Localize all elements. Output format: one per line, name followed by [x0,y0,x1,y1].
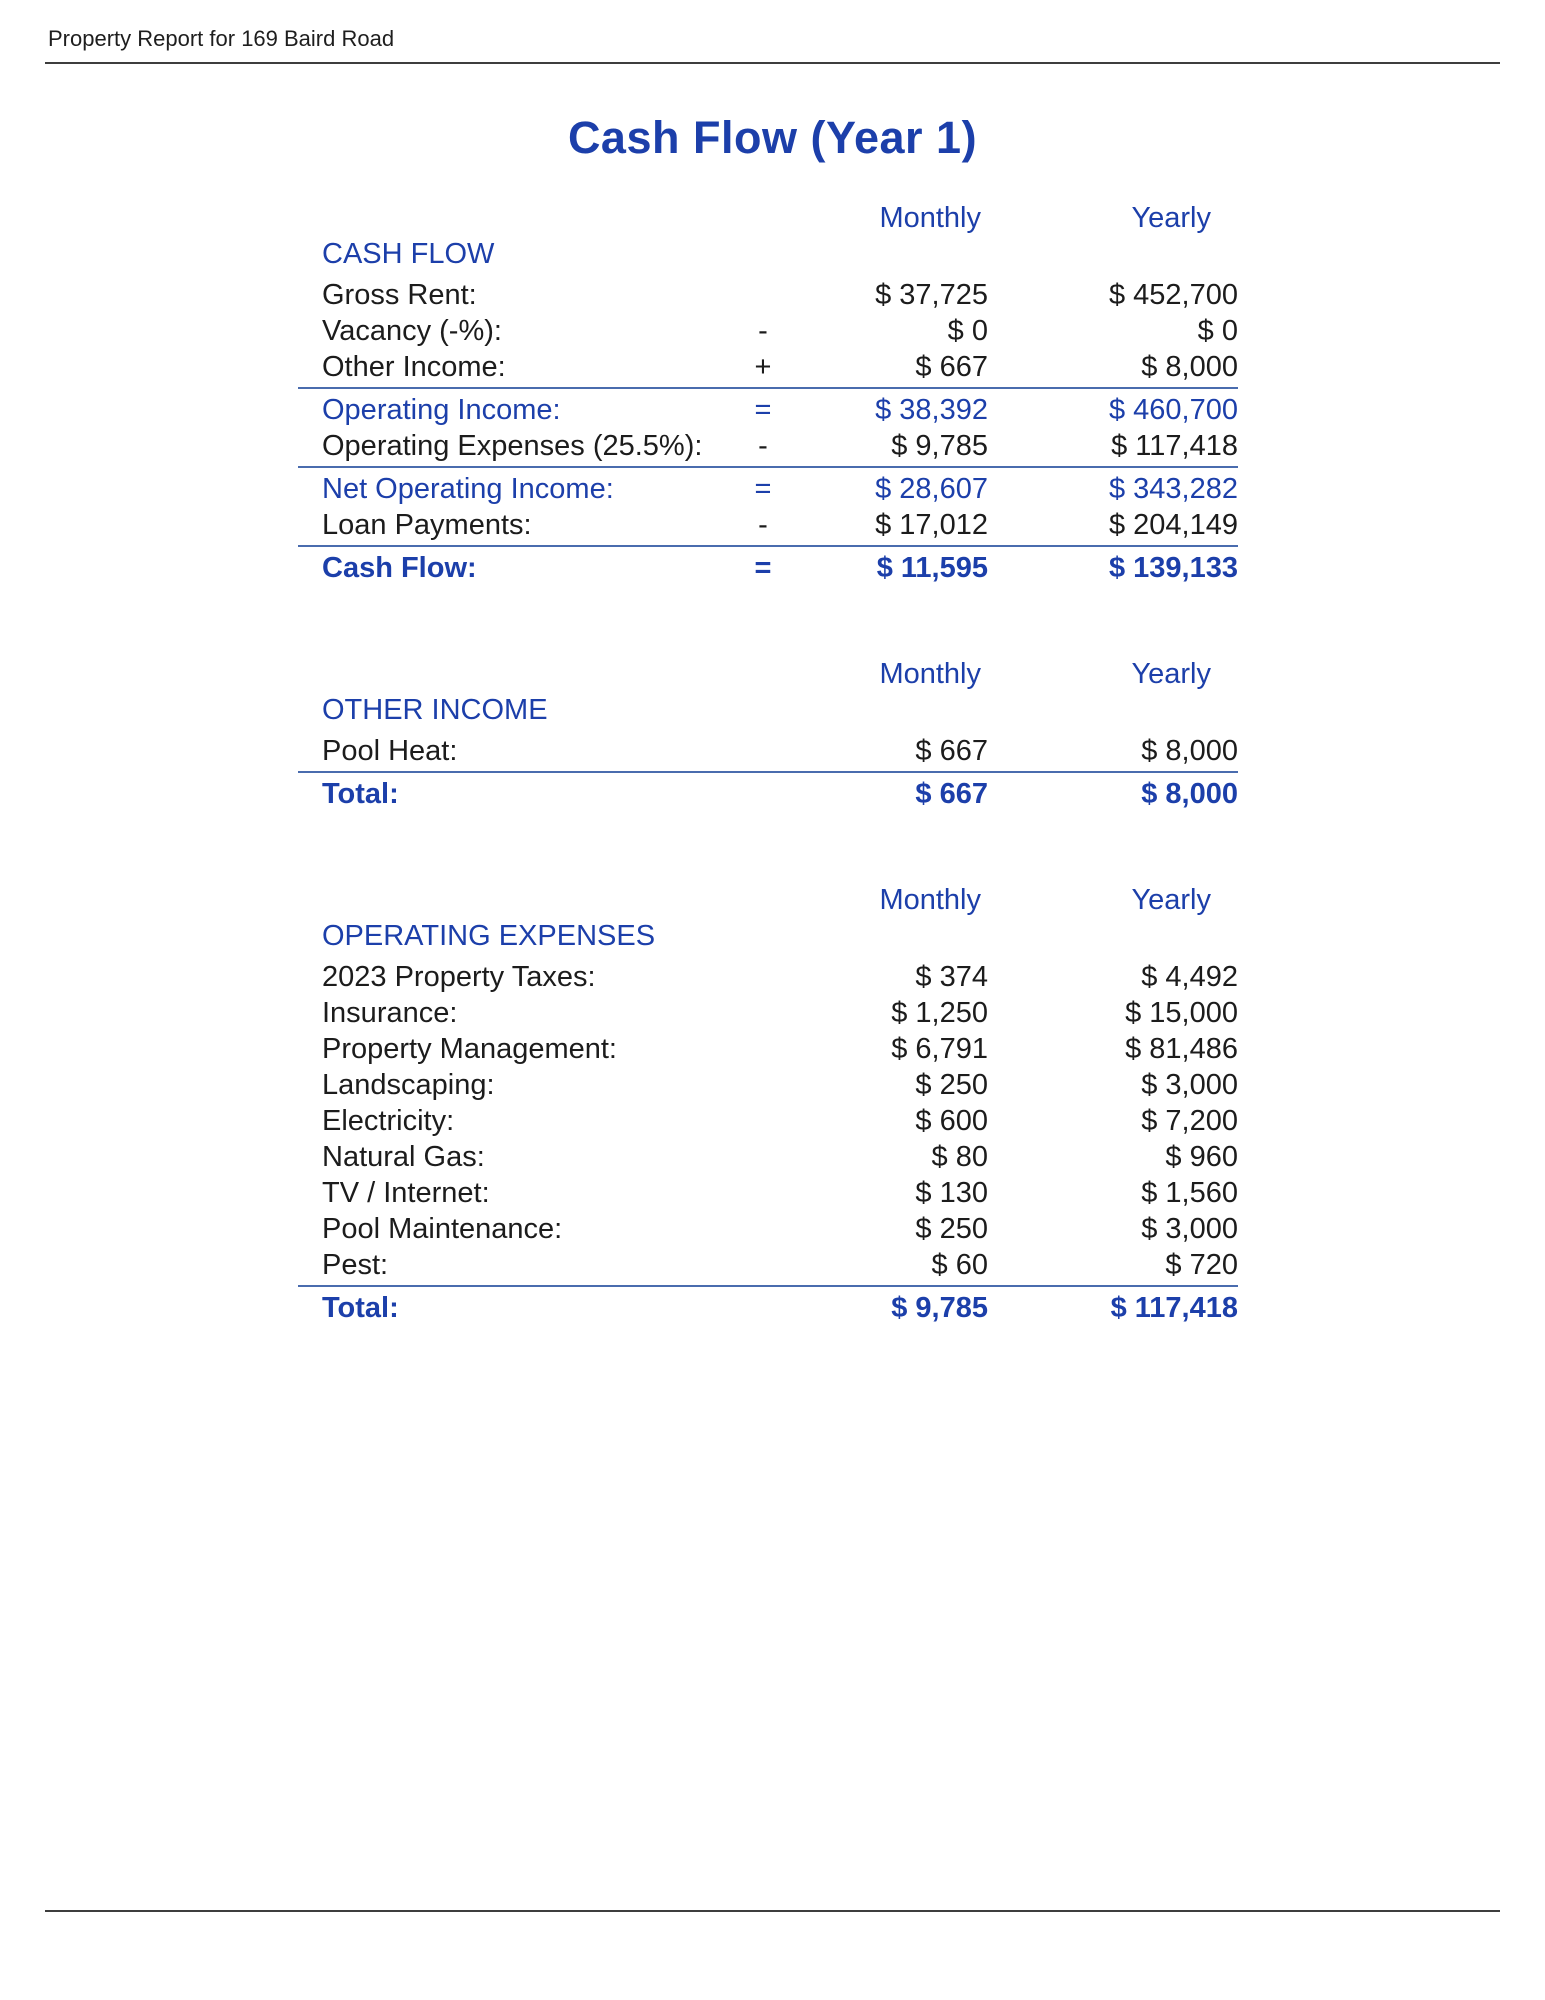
column-header-row [298,656,1238,692]
row-operator: = [754,394,772,426]
row-monthly-value: $ 9,785 [891,1292,988,1324]
row-yearly-value: $ 960 [1165,1141,1238,1173]
row-label: Natural Gas: [322,1141,485,1173]
row-monthly-value: $ 250 [915,1213,988,1245]
row-monthly-value: $ 667 [915,351,988,383]
row-monthly-value: $ 0 [947,315,988,347]
row-operator: + [754,351,772,383]
page-title: Cash Flow (Year 1) [567,112,978,163]
row-yearly-value: $ 1,560 [1141,1177,1238,1209]
row-monthly-value: $ 130 [915,1177,988,1209]
document-header: Property Report for 169 Baird Road [48,26,395,51]
row-label: 2023 Property Taxes: [322,961,596,993]
row-operator: - [758,315,768,347]
table-rows [298,277,1238,586]
table-row-total [298,545,1238,586]
table-row-item [298,733,1238,769]
row-label: Insurance: [322,997,458,1029]
table-row-item [298,1247,1238,1283]
column-header-row [298,882,1238,918]
row-label: Gross Rent: [322,279,477,311]
row-monthly-value: $ 600 [915,1105,988,1137]
row-label: Operating Income: [322,394,561,426]
table-row-subtotal [298,387,1238,428]
row-yearly-value: $ 81,486 [1125,1033,1238,1065]
table-row-item [298,507,1238,543]
row-label: Landscaping: [322,1069,495,1101]
row-monthly-value: $ 28,607 [875,473,988,505]
row-yearly-value: $ 7,200 [1141,1105,1238,1137]
row-label: Pest: [322,1249,389,1281]
table-row-item [298,277,1238,313]
row-operator: = [754,552,772,584]
row-yearly-value: $ 452,700 [1108,279,1238,311]
row-monthly-value: $ 38,392 [875,394,988,426]
table-row-item [298,1067,1238,1103]
table-row-total [298,1285,1238,1326]
row-label: Net Operating Income: [322,473,614,505]
section-title-row [298,692,1238,728]
row-yearly-value: $ 204,149 [1108,509,1238,541]
column-header-yearly: Yearly [1131,884,1211,916]
row-monthly-value: $ 250 [915,1069,988,1101]
table-row-item [298,428,1238,464]
table-rows [298,733,1238,812]
row-monthly-value: $ 11,595 [876,552,988,584]
column-header-yearly: Yearly [1131,658,1211,690]
section-title: OPERATING EXPENSES [322,920,656,952]
row-yearly-value: $ 720 [1165,1249,1238,1281]
row-yearly-value: $ 8,000 [1141,778,1238,810]
row-label: Electricity: [322,1105,455,1137]
tables-container [298,200,1238,1326]
table-row-item [298,1175,1238,1211]
table-rows [298,959,1238,1326]
row-yearly-value: $ 15,000 [1125,997,1238,1029]
row-label: Cash Flow: [322,552,477,584]
row-monthly-value: $ 667 [915,778,988,810]
section-title-row [298,236,1238,272]
row-label: Other Income: [322,351,506,383]
row-yearly-value: $ 343,282 [1108,473,1238,505]
row-yearly-value: $ 3,000 [1141,1069,1238,1101]
table-row-subtotal [298,466,1238,507]
row-monthly-value: $ 6,791 [891,1033,988,1065]
row-yearly-value: $ 0 [1197,315,1238,347]
row-monthly-value: $ 667 [915,735,988,767]
section-title: CASH FLOW [322,238,495,270]
table-row-item [298,313,1238,349]
row-label: Total: [322,1292,399,1324]
column-header-row [298,200,1238,236]
column-header-monthly: Monthly [879,884,981,916]
row-monthly-value: $ 80 [931,1141,988,1173]
column-header-yearly: Yearly [1131,202,1211,234]
row-label: TV / Internet: [322,1177,490,1209]
table-row-item [298,349,1238,385]
row-operator: = [754,473,772,505]
column-header-monthly: Monthly [879,202,981,234]
row-yearly-value: $ 117,418 [1111,430,1238,462]
row-monthly-value: $ 9,785 [891,430,988,462]
row-label: Pool Heat: [322,735,458,767]
row-label: Loan Payments: [322,509,532,541]
row-operator: - [758,509,768,541]
table-row-item [298,1211,1238,1247]
column-header-monthly: Monthly [879,658,981,690]
table-row-item [298,1103,1238,1139]
row-yearly-value: $ 8,000 [1141,735,1238,767]
header-divider [45,62,1500,64]
table-row-item [298,1139,1238,1175]
financial-table [298,200,1238,586]
row-label: Vacancy (-%): [322,315,502,347]
row-monthly-value: $ 17,012 [875,509,988,541]
section-title: OTHER INCOME [322,694,548,726]
financial-table [298,882,1238,1326]
section-title-row [298,918,1238,954]
row-yearly-value: $ 3,000 [1141,1213,1238,1245]
row-monthly-value: $ 37,725 [875,279,988,311]
row-label: Pool Maintenance: [322,1213,563,1245]
row-monthly-value: $ 60 [931,1249,988,1281]
row-operator: - [758,430,768,462]
footer-divider [45,1910,1500,1912]
financial-table [298,656,1238,812]
row-yearly-value: $ 4,492 [1141,961,1238,993]
table-row-total [298,771,1238,812]
row-label: Operating Expenses (25.5%): [322,430,703,462]
row-label: Property Management: [322,1033,617,1065]
row-monthly-value: $ 374 [915,961,988,993]
table-row-item [298,959,1238,995]
row-yearly-value: $ 139,133 [1108,552,1238,584]
row-yearly-value: $ 460,700 [1108,394,1238,426]
row-label: Total: [322,778,399,810]
row-yearly-value: $ 117,418 [1110,1292,1238,1324]
row-yearly-value: $ 8,000 [1141,351,1238,383]
table-row-item [298,1031,1238,1067]
table-row-item [298,995,1238,1031]
row-monthly-value: $ 1,250 [891,997,988,1029]
